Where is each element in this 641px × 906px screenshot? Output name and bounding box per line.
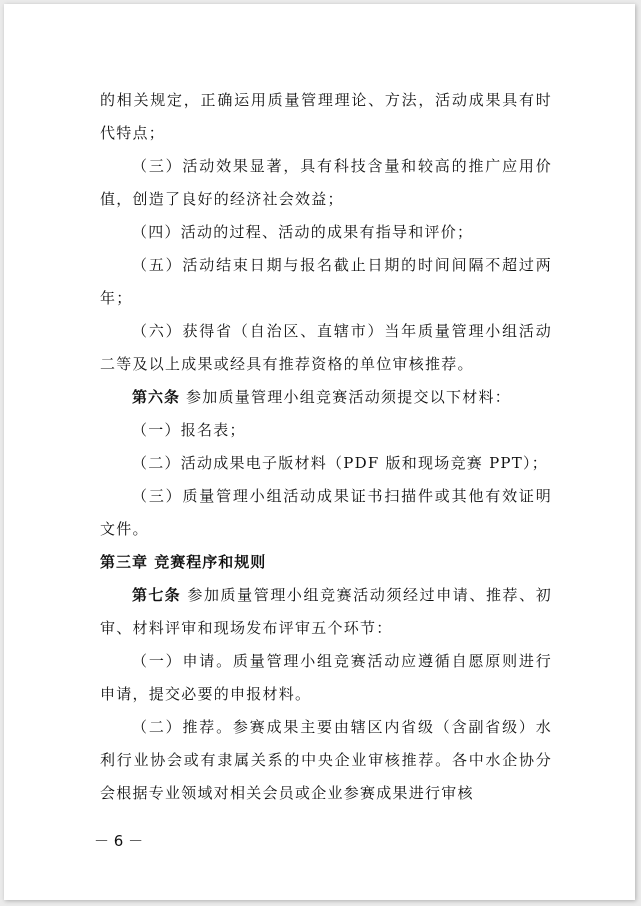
paragraph: （二）推荐。参赛成果主要由辖区内省级（含副省级）水利行业协会或有隶属关系的中央企业审核推荐。各中水企协分会根据专业领域对相关会员或企业参赛成果进行审核 xyxy=(100,718,552,802)
paragraph: （四）活动的过程、活动的成果有指导和评价； xyxy=(132,223,474,241)
article-7 xyxy=(100,579,552,645)
paragraph: （三）活动效果显著，具有科技含量和较高的推广应用价值，创造了良好的经济社会效益； xyxy=(100,157,552,208)
article-label: 第七条 xyxy=(132,586,182,604)
paragraph: （二）活动成果电子版材料（PDF 版和现场竞赛 PPT）； xyxy=(132,454,549,472)
article-text: 参加质量管理小组竞赛活动须经过申请、推荐、初审、材料评审和现场发布评审五个环节： xyxy=(100,586,552,637)
paragraph: （三）质量管理小组活动成果证书扫描件或其他有效证明文件。 xyxy=(100,487,552,538)
paragraph: （一）报名表； xyxy=(132,421,246,439)
paragraph: （一）申请。质量管理小组竞赛活动应遵循自愿原则进行申请，提交必要的申报材料。 xyxy=(100,652,552,703)
chapter-heading: 第三章 竞赛程序和规则 xyxy=(100,553,267,571)
article-text: 参加质量管理小组竞赛活动须提交以下材料： xyxy=(186,388,512,406)
page-body xyxy=(100,84,552,810)
document-page xyxy=(4,4,635,900)
paragraph: （六）获得省（自治区、直辖市）当年质量管理小组活动二等及以上成果或经具有推荐资格的单位审核推荐。 xyxy=(100,322,552,373)
article-label: 第六条 xyxy=(132,388,181,406)
paragraph: 的相关规定，正确运用质量管理理论、方法，活动成果具有时代特点； xyxy=(100,91,552,142)
page-number: － 6 － xyxy=(94,832,144,850)
paragraph: （五）活动结束日期与报名截止日期的时间间隔不超过两年； xyxy=(100,256,552,307)
article-6 xyxy=(100,381,552,414)
